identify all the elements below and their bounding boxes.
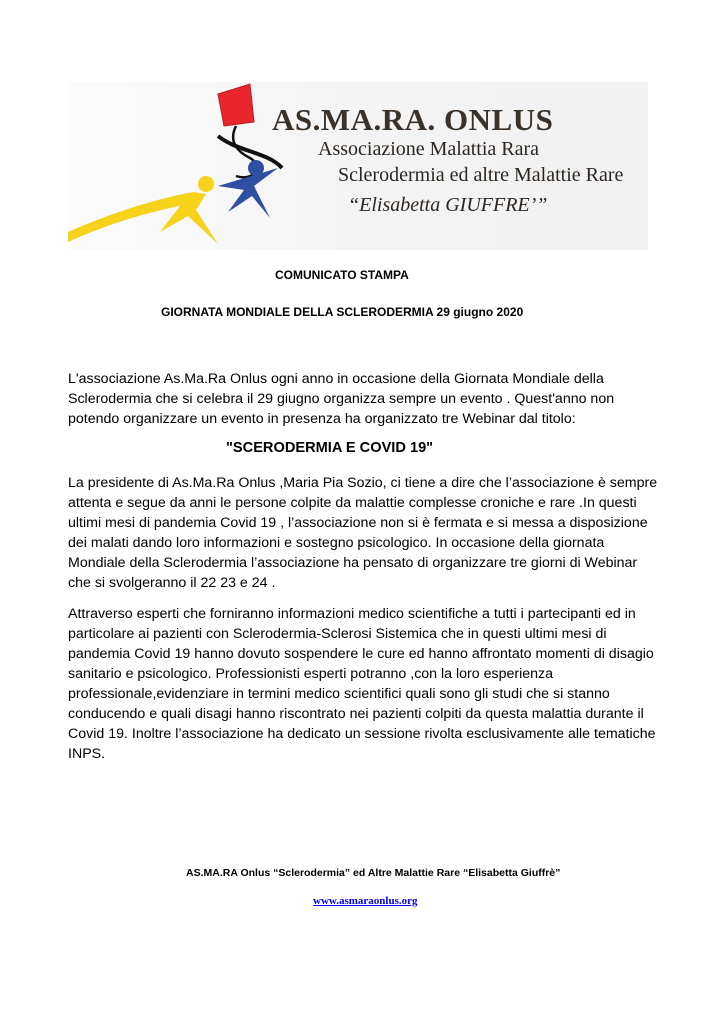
org-subtitle-line3: “Elisabetta GIUFFRE’” xyxy=(348,194,548,216)
website-link[interactable]: www.asmaraonlus.org xyxy=(313,895,418,907)
org-subtitle-line1: Associazione Malattia Rara xyxy=(318,138,540,160)
org-name: AS.MA.RA. ONLUS xyxy=(272,102,554,137)
yellow-figure-head xyxy=(198,176,214,192)
footer-org-line: AS.MA.RA Onlus “Sclerodermia” ed Altre Malattie Rare “Elisabetta Giuffrè” xyxy=(186,867,561,879)
intro-paragraph: L'associazione As.Ma.Ra Onlus ogni anno in occasione della Giornata Mondiale della Sclerodermia che si celebra il 29 giugno organizza sempre un evento . Quest'anno non potendo organizzare un evento in presenza ha organizzato tre Webinar dal titolo: xyxy=(68,371,615,427)
press-release-heading: COMUNICATO STAMPA xyxy=(275,268,409,282)
experts-paragraph: Attraverso esperti che forniranno informazioni medico scientifiche a tutti i partecipanti ed in particolare ai pazienti con Sclerodermia-Sclerosi Sistemica che in questi ultimi mesi di pandemia Covid 19 hanno dovuto sospendere le cure ed hanno affrontato momenti di disagio sanitario e psicologico. Professionisti esperti potranno ,con la loro esperienza professionale,evidenziare in termini medico scientifici quali sono gli studi che si stanno conducendo e quali disagi hanno riscontrato nei pazienti colpiti da questa malattia durante il Covid 19. Inoltre l’associazione ha dedicato un sessione rivolta esclusivamente alle tematiche INPS. xyxy=(68,606,656,762)
world-day-heading: GIORNATA MONDIALE DELLA SCLERODERMIA 29 giugno 2020 xyxy=(161,305,524,319)
president-paragraph: La presidente di As.Ma.Ra Onlus ,Maria Pia Sozio, ci tiene a dire che l’associazione è sempre attenta e segue da anni le persone colpite da malattie complesse croniche e rare .In questi ultimi mesi di pandemia Covid 19 , l’associazione non si è fermata e si messa a disposizione dei malati dando loro informazioni e sostegno psicologico. In occasione della giornata Mondiale della Sclerodermia l’associazione ha pensato di organizzare tre giorni di Webinar che si svolgeranno il 22 23 e 24 . xyxy=(68,475,658,591)
header-banner xyxy=(68,82,648,250)
yellow-figure-body xyxy=(68,192,218,244)
org-subtitle-line2: Sclerodermia ed altre Malattie Rare xyxy=(338,164,624,186)
webinar-title: "SCERODERMIA E COVID 19" xyxy=(226,440,434,456)
red-kite xyxy=(218,84,254,126)
